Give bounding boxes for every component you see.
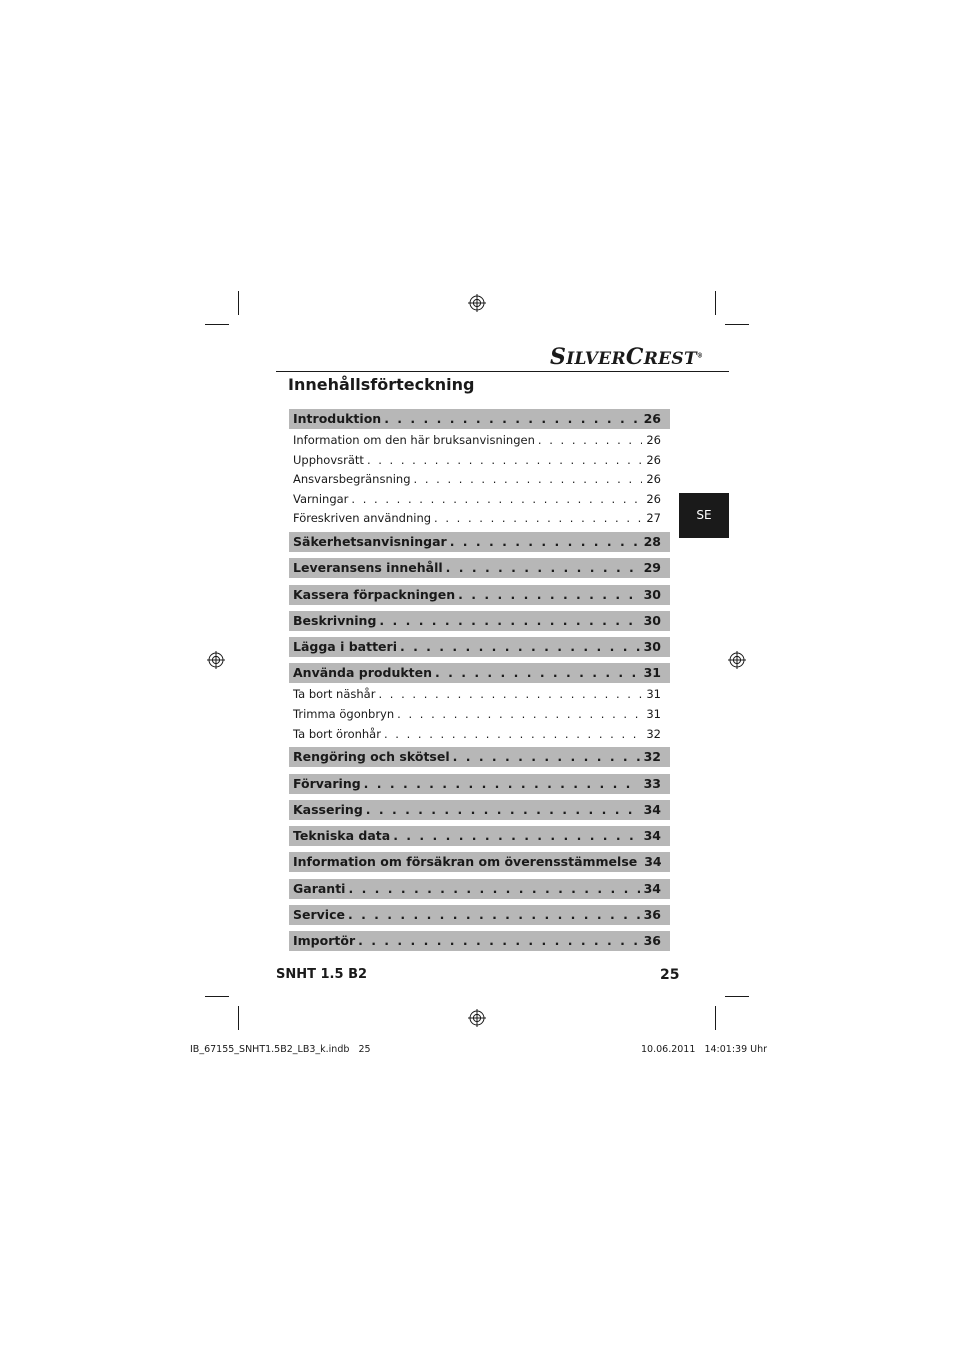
- toc-section-row: [289, 558, 670, 578]
- table-of-contents: [289, 409, 670, 958]
- toc-leader-dots: [348, 879, 639, 899]
- toc-entry-label: Upphovsrätt: [293, 452, 364, 467]
- toc-leader-dots: [393, 826, 639, 846]
- toc-section-row: [289, 409, 670, 429]
- toc-entry-page: 36: [643, 907, 661, 923]
- registration-mark-icon: [207, 651, 225, 669]
- toc-subsection-row: [289, 685, 670, 705]
- toc-entry-page: 33: [643, 775, 661, 791]
- toc-entry-page: 26: [646, 472, 661, 487]
- toc-subsection-row: [289, 431, 670, 451]
- toc-entry-page: 31: [646, 687, 661, 702]
- crop-mark-top-right-horizontal: [725, 324, 749, 325]
- toc-entry-page: 30: [643, 586, 661, 602]
- toc-entry-label: Leveransens innehåll: [293, 560, 443, 576]
- toc-leader-dots: [450, 532, 640, 552]
- toc-subsection-row: [289, 509, 670, 529]
- print-timestamp: 10.06.2011 14:01:39 Uhr: [641, 1044, 768, 1055]
- toc-leader-dots: [453, 747, 640, 767]
- crop-mark-top-right-vertical: [715, 291, 716, 315]
- toc-subsection-row: [289, 705, 670, 725]
- toc-entry-page: 26: [646, 433, 661, 447]
- header-rule: [276, 371, 729, 372]
- toc-entry-label: Garanti: [293, 880, 346, 896]
- toc-section-row: [289, 747, 670, 767]
- toc-entry-label: Importör: [293, 933, 356, 949]
- toc-section-row: [289, 800, 670, 820]
- toc-entry-label: Information om försäkran om överensstämmelse: [293, 854, 638, 870]
- toc-entry-label: Information om den här bruksanvisningen: [293, 433, 535, 447]
- toc-section-row: [289, 774, 670, 794]
- toc-leader-dots: [434, 509, 642, 529]
- toc-leader-dots: [379, 611, 639, 631]
- toc-leader-dots: [384, 725, 642, 745]
- toc-section-row: [289, 585, 670, 605]
- model-number: SNHT 1.5 B2: [276, 967, 368, 982]
- toc-entry-page: 26: [646, 452, 661, 467]
- toc-entry-page: 31: [646, 707, 661, 722]
- toc-leader-dots: [397, 705, 642, 725]
- toc-section-row: [289, 905, 670, 925]
- toc-leader-dots: [384, 409, 639, 429]
- toc-entry-label: Tekniska data: [293, 828, 391, 844]
- crop-mark-top-left-vertical: [238, 291, 239, 315]
- toc-section-row: [289, 931, 670, 951]
- toc-leader-dots: [458, 585, 639, 605]
- toc-leader-dots: [358, 931, 639, 951]
- toc-section-row: [289, 532, 670, 552]
- toc-leader-dots: [366, 800, 640, 820]
- toc-entry-label: Ta bort öronhår: [293, 726, 381, 741]
- registration-mark-icon: [728, 651, 746, 669]
- toc-leader-dots: [351, 490, 642, 510]
- toc-section-row: [289, 611, 670, 631]
- toc-entry-page: 34: [643, 828, 661, 844]
- toc-entry-label: Beskrivning: [293, 612, 377, 628]
- toc-section-row: [289, 663, 670, 683]
- crop-mark-bottom-right-vertical: [715, 1006, 716, 1030]
- toc-entry-label: Ansvarsbegränsning: [293, 472, 411, 487]
- toc-entry-label: Service: [293, 907, 345, 923]
- toc-section-row: [289, 852, 670, 872]
- toc-entry-label: Kassering: [293, 801, 363, 817]
- toc-entry-label: Ta bort näshår: [293, 687, 376, 702]
- toc-entry-page: 32: [646, 726, 661, 741]
- toc-leader-dots: [446, 558, 640, 578]
- toc-subsection-row: [289, 490, 670, 510]
- toc-entry-page: 31: [643, 665, 661, 681]
- toc-section-row: [289, 637, 670, 657]
- toc-entry-label: Varningar: [293, 491, 349, 506]
- toc-entry-label: Introduktion: [293, 411, 382, 426]
- toc-entry-label: Förvaring: [293, 775, 361, 791]
- toc-leader-dots: [400, 637, 640, 657]
- toc-entry-label: Säkerhetsanvisningar: [293, 533, 447, 549]
- crop-mark-top-left-horizontal: [205, 324, 229, 325]
- file-info: IB_67155_SNHT1.5B2_LB3_k.indb 25: [190, 1044, 371, 1055]
- toc-entry-page: 26: [646, 491, 661, 506]
- toc-entry-page: 28: [643, 533, 661, 549]
- toc-entry-label: Trimma ögonbryn: [293, 707, 395, 722]
- toc-subsection-row: [289, 725, 670, 745]
- toc-entry-page: 29: [643, 560, 661, 576]
- toc-section-row: [289, 879, 670, 899]
- brand-logo: SILVERCREST®: [550, 344, 704, 370]
- toc-entry-page: 34: [643, 880, 661, 896]
- toc-entry-page: 34: [644, 854, 662, 870]
- toc-leader-dots: [348, 905, 640, 925]
- toc-entry-label: Lägga i batteri: [293, 639, 397, 655]
- toc-leader-dots: [414, 470, 643, 490]
- toc-entry-page: 27: [646, 511, 661, 526]
- registration-mark-icon: [468, 294, 486, 312]
- language-tab: SE: [679, 493, 729, 538]
- registration-mark-icon: [468, 1009, 486, 1027]
- toc-entry-page: 32: [643, 749, 661, 765]
- page-title: Innehållsförteckning: [288, 375, 475, 394]
- toc-leader-dots: [435, 663, 640, 683]
- page-number: 25: [660, 967, 680, 983]
- toc-leader-dots: [378, 685, 642, 705]
- toc-entry-label: Kassera förpackningen: [293, 586, 456, 602]
- toc-section-row: [289, 826, 670, 846]
- toc-entry-label: Föreskriven användning: [293, 511, 432, 526]
- toc-entry-page: 36: [643, 933, 661, 949]
- toc-entry-page: 26: [643, 411, 661, 426]
- toc-entry-label: Rengöring och skötsel: [293, 749, 450, 765]
- toc-entry-page: 30: [643, 612, 661, 628]
- crop-mark-bottom-left-horizontal: [205, 996, 229, 997]
- toc-leader-dots: [538, 431, 642, 451]
- crop-mark-bottom-right-horizontal: [725, 996, 749, 997]
- toc-entry-page: 30: [643, 639, 661, 655]
- toc-leader-dots: [364, 774, 640, 794]
- toc-subsection-row: [289, 470, 670, 490]
- toc-entry-page: 34: [643, 801, 661, 817]
- toc-leader-dots: [367, 451, 642, 471]
- toc-subsection-row: [289, 451, 670, 471]
- crop-mark-bottom-left-vertical: [238, 1006, 239, 1030]
- toc-entry-label: Använda produkten: [293, 665, 433, 681]
